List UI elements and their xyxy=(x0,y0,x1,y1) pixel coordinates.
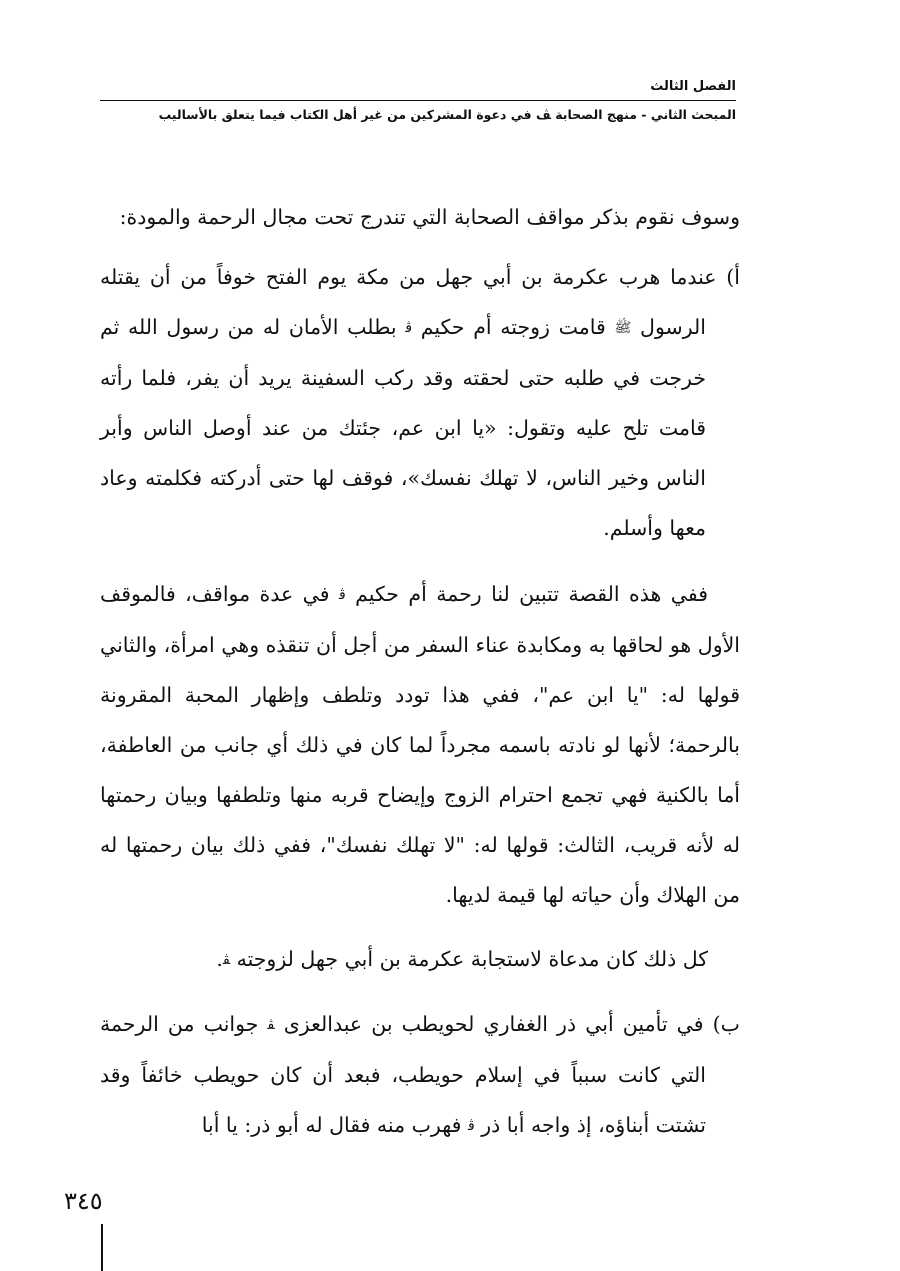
conclusion-text: كل ذلك كان مدعاة لاستجابة عكرمة بن أبي جهل لزوجته xyxy=(236,947,708,971)
companion-honorific: ﭬ xyxy=(339,587,346,603)
intro-paragraph: وسوف نقوم بذكر مواقف الصحابة التي تندرج تحت مجال الرحمة والمودة: xyxy=(119,205,740,229)
item-a-text-3: بطلب الأمان له من رسول الله ثم خرجت في طلبه حتى لحقته وقد ركب السفينة يريد أن يفر، فلما رأته قامت تلح عليه وتقول: «يا ابن عم، جئتك من عند أوصل الناس وأبر الناس وخير الناس، لا تهلك نفسك»، فوقف لها حتى أدركته فكلمته وعاد معها وأسلم. xyxy=(100,315,706,540)
header-divider xyxy=(100,100,736,101)
companion-honorific: ﭭ xyxy=(222,952,231,968)
item-b-text-2: جوانب من الرحمة التي كانت سبباً في إسلام حويطب، فبعد أن كان حويطب خائفاً وقد تشتت أبناؤه، إذ واجه أبا ذر xyxy=(100,1012,706,1137)
section-title: المبحث الثاني - منهج الصحابة ﭫ في دعوة المشركين من غير أهل الكتاب فيما يتعلق بالأساليب xyxy=(158,107,736,122)
main-text xyxy=(100,192,740,1151)
discussion-paragraph xyxy=(100,569,740,920)
item-b-text-1: ب) في تأمين أبي ذر الغفاري لحويطب بن عبدالعزى xyxy=(283,1012,740,1036)
running-header xyxy=(100,76,736,126)
companion-honorific: ﭬ xyxy=(468,1118,475,1134)
item-a-text-1: أ) عندما هرب عكرمة بن أبي جهل من مكة يوم الفتح خوفاً من أن يقتله الرسول xyxy=(100,265,740,339)
list-item-b xyxy=(100,999,740,1151)
page-number: ٣٤٥ xyxy=(64,1187,103,1215)
discussion-text-2: في عدة مواقف، فالموقف الأول هو لحاقها به ومكابدة عناء السفر من أجل أن تنقذه وهي امرأة، والثاني قولها له: "يا ابن عم"، ففي هذا تودد وتلطف وإظهار المحبة المقرونة بالرحمة؛ لأنها لو نادته باسمه مجرداً لما كان في ذلك أي جانب من العاطفة، أما بالكنية فهي تجمع احترام الزوج وإيضاح قربه منها وتلطفها وبيان رحمتها له لأنه قريب، الثالث: قولها له: "لا تهلك نفسك"، ففي ذلك بيان رحمتها له من الهلاك وأن حياته لها قيمة لديها. xyxy=(100,582,740,907)
companion-honorific: ﭭ xyxy=(267,1017,275,1033)
list-item-a xyxy=(100,252,740,553)
item-b-text-3: فهرب منه فقال له أبو ذر: يا أبا xyxy=(201,1113,462,1137)
conclusion-paragraph xyxy=(100,934,740,985)
discussion-text-1: ففي هذه القصة تتبين لنا رحمة أم حكيم xyxy=(355,582,708,606)
chapter-title: الفصل الثالث xyxy=(650,79,736,94)
conclusion-period: . xyxy=(216,947,223,971)
companion-honorific: ﭬ xyxy=(405,320,413,336)
footer-vertical-rule xyxy=(101,1224,103,1271)
prophet-honorific: ﷺ xyxy=(614,320,632,336)
item-a-text-2: قامت زوجته أم حكيم xyxy=(420,315,606,339)
